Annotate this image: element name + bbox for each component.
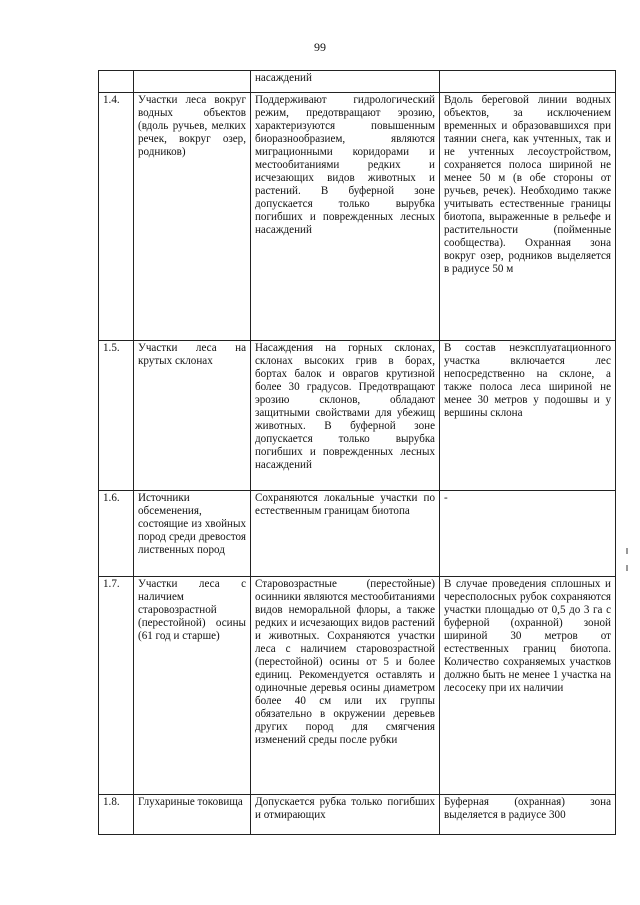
area-requirements: Буферная (охранная) зона выделяется в радиусе 300 (440, 795, 616, 835)
area-requirements (440, 71, 616, 93)
area-description: Старовозрастные (перестойные) осинники являются местообитаниями видов неморальной флоры, а также редких и исчезающих видов растений и животных. Сохраняются участки леса с наличием старовозрастной (перестойной) осины от 5 и более единиц. Рекомендуется оставлять и одиночные деревья осины диаметром более 40 см или их группы обязательно в окружении деревьев других пород для смягчения изменений среды после рубки (251, 577, 440, 795)
table-row (99, 795, 616, 835)
table-row (99, 491, 616, 577)
area-name: Источники обсеменения, состоящие из хвойных пород среди древостоя лиственных пород (134, 491, 251, 577)
table-row (99, 71, 616, 93)
row-number: 1.8. (99, 795, 134, 835)
page-number: 99 (314, 40, 326, 54)
row-number: 1.4. (99, 93, 134, 341)
table-row (99, 577, 616, 795)
table-row (99, 93, 616, 341)
area-description: Допускается рубка только погибших и отмирающих (251, 795, 440, 835)
area-requirements: В состав неэксплуатационного участка включается лес непосредственно на склоне, а также полоса леса шириной не менее 30 метров у подошвы и у вершины склона (440, 341, 616, 491)
area-requirements: Вдоль береговой линии водных объектов, за исключением временных и образовавшихся при таянии снега, как учтенных, так и не учтенных лесоустройством, сохраняется полоса шириной не менее 50 м (в обе стороны от ручьев, речек). Необходимо также учитывать естественные границы биотопа, выраженные в рельефе и растительности (пойменные сообщества). Охранная зона вокруг озер, родников выделяется в радиусе 50 м (440, 93, 616, 341)
scan-edge-mark (626, 548, 628, 554)
area-description: Сохраняются локальные участки по естественным границам биотопа (251, 491, 440, 577)
area-description: Поддерживают гидрологический режим, предотвращают эрозию, характеризуются повышенным биоразнообразием, являются миграционными коридорами и местообитаниями редких и исчезающих видов животных и растений. В буферной зоне допускается только вырубка погибших и поврежденных лесных насаждений (251, 93, 440, 341)
area-name (134, 71, 251, 93)
area-requirements: В случае проведения сплошных и чересполосных рубок сохраняются участки площадью от 0,5 до 3 га с буферной (охранной) зоной шириной 30 метров от естественных границ биотопа. Количество сохраняемых участков должно быть не менее 1 участка на лесосеку при их наличии (440, 577, 616, 795)
scan-edge-mark (626, 565, 628, 571)
area-name: Участки леса с наличием старовозрастной (перестойной) осины (61 год и старше) (134, 577, 251, 795)
area-requirements: - (440, 491, 616, 577)
row-number: 1.5. (99, 341, 134, 491)
table-row (99, 341, 616, 491)
row-number: 1.6. (99, 491, 134, 577)
area-description: насаждений (251, 71, 440, 93)
protected-areas-table (98, 70, 616, 835)
row-number: 1.7. (99, 577, 134, 795)
area-name: Участки леса на крутых склонах (134, 341, 251, 491)
area-name: Глухариные токовища (134, 795, 251, 835)
area-description: Насаждения на горных склонах, склонах высоких грив в борах, бортах балок и оврагов крутизной более 30 градусов. Предотвращают эрозию склонов, обладают защитными свойствами для убежищ животных. В буферной зоне допускается только вырубка погибших и поврежденных лесных насаждений (251, 341, 440, 491)
area-name: Участки леса вокруг водных объектов (вдоль ручьев, мелких речек, вокруг озер, родников) (134, 93, 251, 341)
row-number (99, 71, 134, 93)
